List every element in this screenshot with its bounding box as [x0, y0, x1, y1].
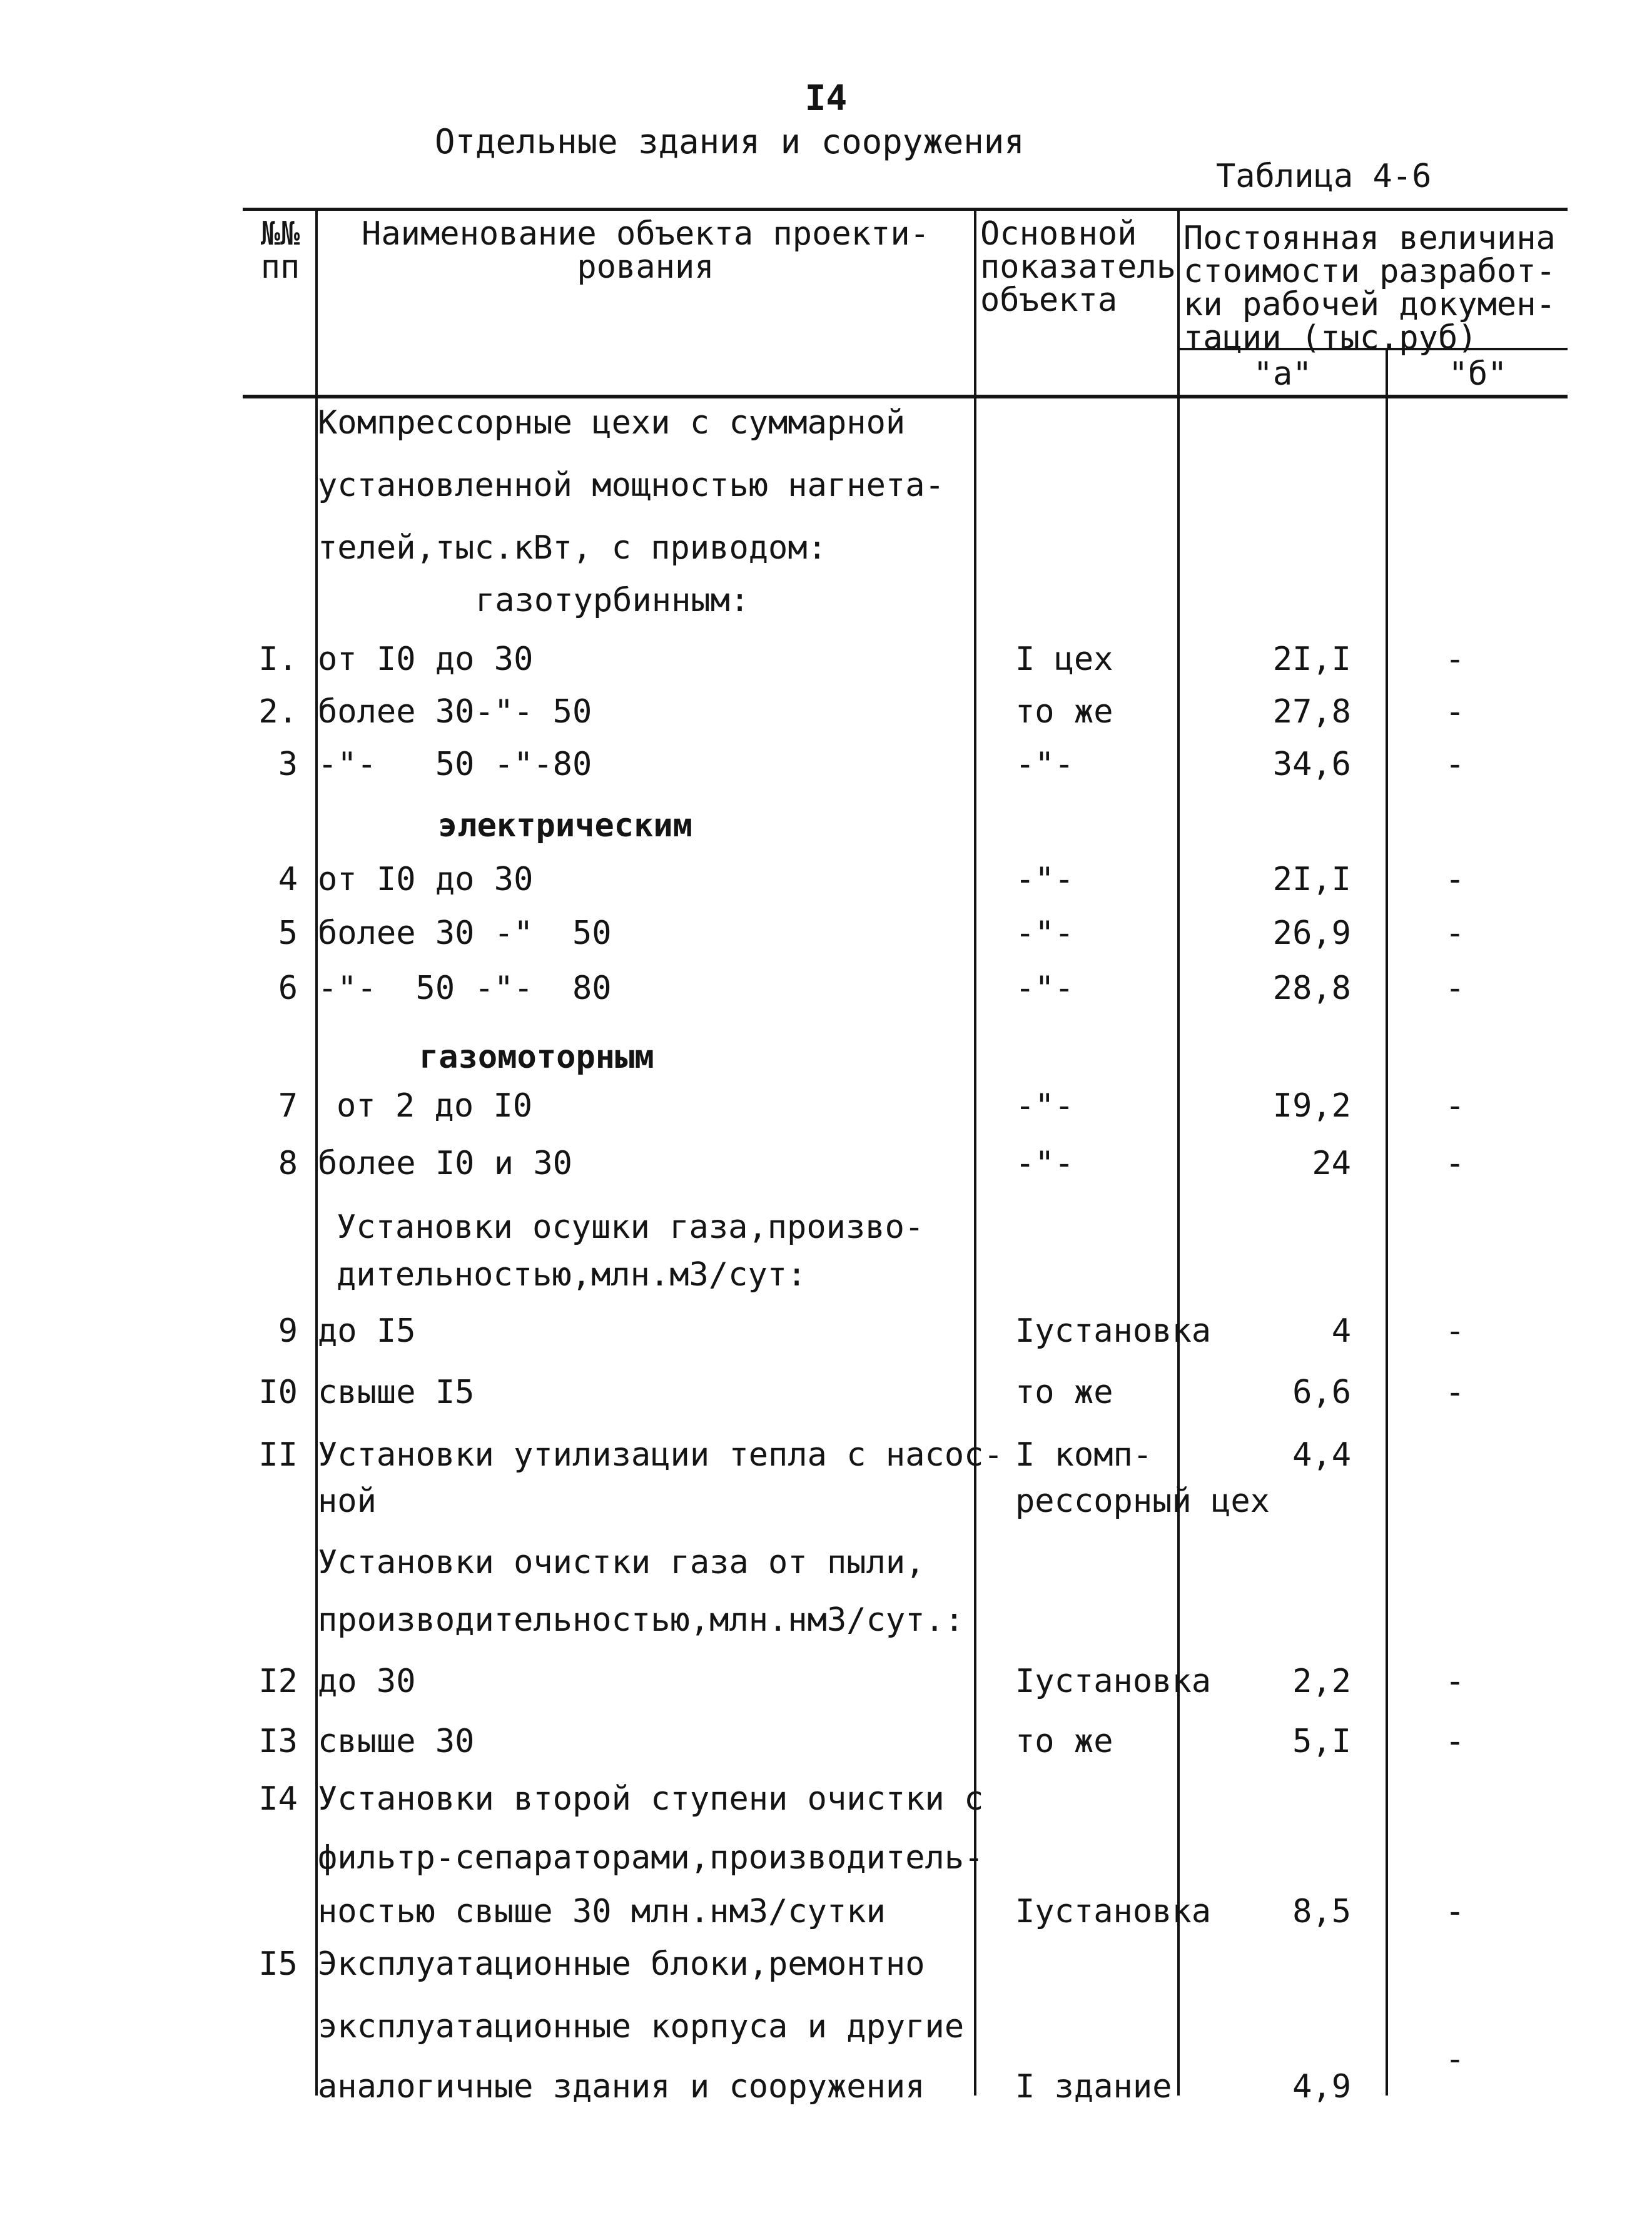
row-number: 5	[278, 915, 298, 952]
row-value-b: -	[1445, 970, 1465, 1007]
row-name: ной	[318, 1482, 377, 1520]
header-col-b: "б"	[1448, 355, 1508, 393]
row-value-a: 28,8	[1272, 970, 1351, 1007]
row-name: до I5	[318, 1312, 416, 1350]
row-indicator: -"-	[1015, 915, 1074, 952]
row-value-a: 4	[1331, 1312, 1351, 1350]
row-number: I3	[258, 1723, 298, 1760]
page-number: I4	[804, 78, 848, 119]
row-name: -"- 50 -"-80	[318, 746, 592, 783]
header-bottom-rule	[243, 395, 1568, 398]
row-indicator: то же	[1015, 1374, 1113, 1411]
page-title: Отдельные здания и сооружения	[435, 122, 1025, 161]
cost-ab-divider	[1386, 349, 1388, 2096]
row-name: Установки утилизации тепла с насос-	[318, 1436, 1003, 1474]
row-name: производительностью,млн.нм3/сут.:	[318, 1601, 965, 1639]
row-number: I2	[258, 1663, 298, 1700]
row-number: 9	[278, 1312, 298, 1350]
row-name: Установки второй ступени очистки с	[318, 1780, 984, 1818]
row-indicator: рессорный цех	[1015, 1482, 1270, 1520]
header-indicator: Основной показатель объекта	[980, 215, 1177, 319]
row-value-a: 4,4	[1292, 1436, 1351, 1474]
row-indicator: I комп-	[1015, 1436, 1153, 1474]
row-indicator: Iустановка	[1015, 1893, 1212, 1930]
row-indicator: Iустановка	[1015, 1663, 1212, 1700]
row-name: более 30 -" 50	[318, 915, 612, 952]
header-name: Наименование объекта проекти- рования	[362, 215, 930, 286]
row-name: от 2 до I0	[337, 1087, 533, 1125]
row-name: установленной мощностью нагнета-	[318, 467, 945, 504]
row-number: I.	[258, 641, 298, 678]
row-number: II	[258, 1436, 298, 1474]
row-value-a: 4,9	[1292, 2068, 1351, 2106]
row-value-a: 24	[1312, 1145, 1351, 1182]
row-number: 4	[278, 861, 298, 898]
row-name: дительностью,млн.м3/сут:	[337, 1256, 807, 1294]
row-value-a: 8,5	[1292, 1893, 1351, 1930]
row-indicator: -"-	[1015, 970, 1074, 1007]
row-name: Эксплуатационные блоки,ремонтно	[318, 1945, 925, 1983]
row-name: Компрессорные цехи с суммарной	[318, 404, 906, 442]
table-top-rule	[243, 208, 1568, 211]
row-name: от I0 до 30	[318, 641, 534, 678]
row-value-b: -	[1445, 1312, 1465, 1350]
row-value-b: -	[1445, 2040, 1465, 2078]
row-indicator: -"-	[1015, 861, 1074, 898]
row-value-b: -	[1445, 1374, 1465, 1411]
row-name: газомоторным	[419, 1038, 654, 1076]
indicator-column-right-divider	[1177, 210, 1180, 2096]
row-number: 8	[278, 1145, 298, 1182]
row-indicator: -"-	[1015, 746, 1074, 783]
row-value-a: I9,2	[1272, 1087, 1351, 1125]
row-value-a: 2I,I	[1272, 861, 1351, 898]
row-indicator: I цех	[1015, 641, 1113, 678]
row-name: от I0 до 30	[318, 861, 534, 898]
row-name: фильтр-сепараторами,производитель-	[318, 1839, 984, 1877]
row-value-b: -	[1445, 861, 1465, 898]
row-indicator: -"-	[1015, 1087, 1074, 1125]
row-value-b: -	[1445, 1087, 1465, 1125]
header-num: №№ пп	[260, 215, 300, 286]
row-name: эксплуатационные корпуса и другие	[318, 2008, 965, 2045]
row-value-a: 2I,I	[1272, 641, 1351, 678]
row-name: до 30	[318, 1663, 416, 1700]
row-number: 2.	[258, 693, 298, 731]
row-value-b: -	[1445, 1723, 1465, 1760]
row-number: 3	[278, 746, 298, 783]
row-value-b: -	[1445, 1893, 1465, 1930]
row-value-b: -	[1445, 746, 1465, 783]
row-name: Установки очистки газа от пыли,	[318, 1544, 925, 1581]
row-indicator: то же	[1015, 693, 1113, 731]
row-number: 6	[278, 970, 298, 1007]
row-value-b: -	[1445, 915, 1465, 952]
row-value-a: 5,I	[1292, 1723, 1351, 1760]
table-label: Таблица 4-6	[1216, 158, 1432, 195]
row-value-a: 34,6	[1272, 746, 1351, 783]
row-indicator: -"-	[1015, 1145, 1074, 1182]
row-name: электрическим	[438, 807, 692, 844]
row-indicator: I здание	[1015, 2068, 1172, 2106]
row-value-b: -	[1445, 1145, 1465, 1182]
row-name: более 30-"- 50	[318, 693, 592, 731]
row-value-a: 26,9	[1272, 915, 1351, 952]
row-name: газотурбинным:	[475, 582, 750, 619]
row-name: свыше I5	[318, 1374, 475, 1411]
row-indicator: то же	[1015, 1723, 1113, 1760]
row-value-a: 6,6	[1292, 1374, 1351, 1411]
row-name: более I0 и 30	[318, 1145, 572, 1182]
header-cost: Постоянная величина стоимости разработ- ки рабочей докумен- тации (тыс.руб)	[1183, 220, 1556, 357]
row-value-b: -	[1445, 1663, 1465, 1700]
row-value-b: -	[1445, 641, 1465, 678]
row-name: телей,тыс.кВт, с приводом:	[318, 529, 827, 567]
row-number: I0	[258, 1374, 298, 1411]
row-value-b: -	[1445, 693, 1465, 731]
row-number: I5	[258, 1945, 298, 1983]
row-number: 7	[278, 1087, 298, 1125]
row-value-a: 27,8	[1272, 693, 1351, 731]
row-value-a: 2,2	[1292, 1663, 1351, 1700]
row-indicator: Iустановка	[1015, 1312, 1212, 1350]
row-name: Установки осушки газа,произво-	[337, 1209, 925, 1246]
row-name: ностью свыше 30 млн.нм3/сутки	[318, 1893, 886, 1930]
row-number: I4	[258, 1780, 298, 1818]
header-col-a: "а"	[1253, 355, 1312, 393]
row-name: аналогичные здания и сооружения	[318, 2068, 925, 2106]
row-name: свыше 30	[318, 1723, 475, 1760]
row-name: -"- 50 -"- 80	[318, 970, 612, 1007]
